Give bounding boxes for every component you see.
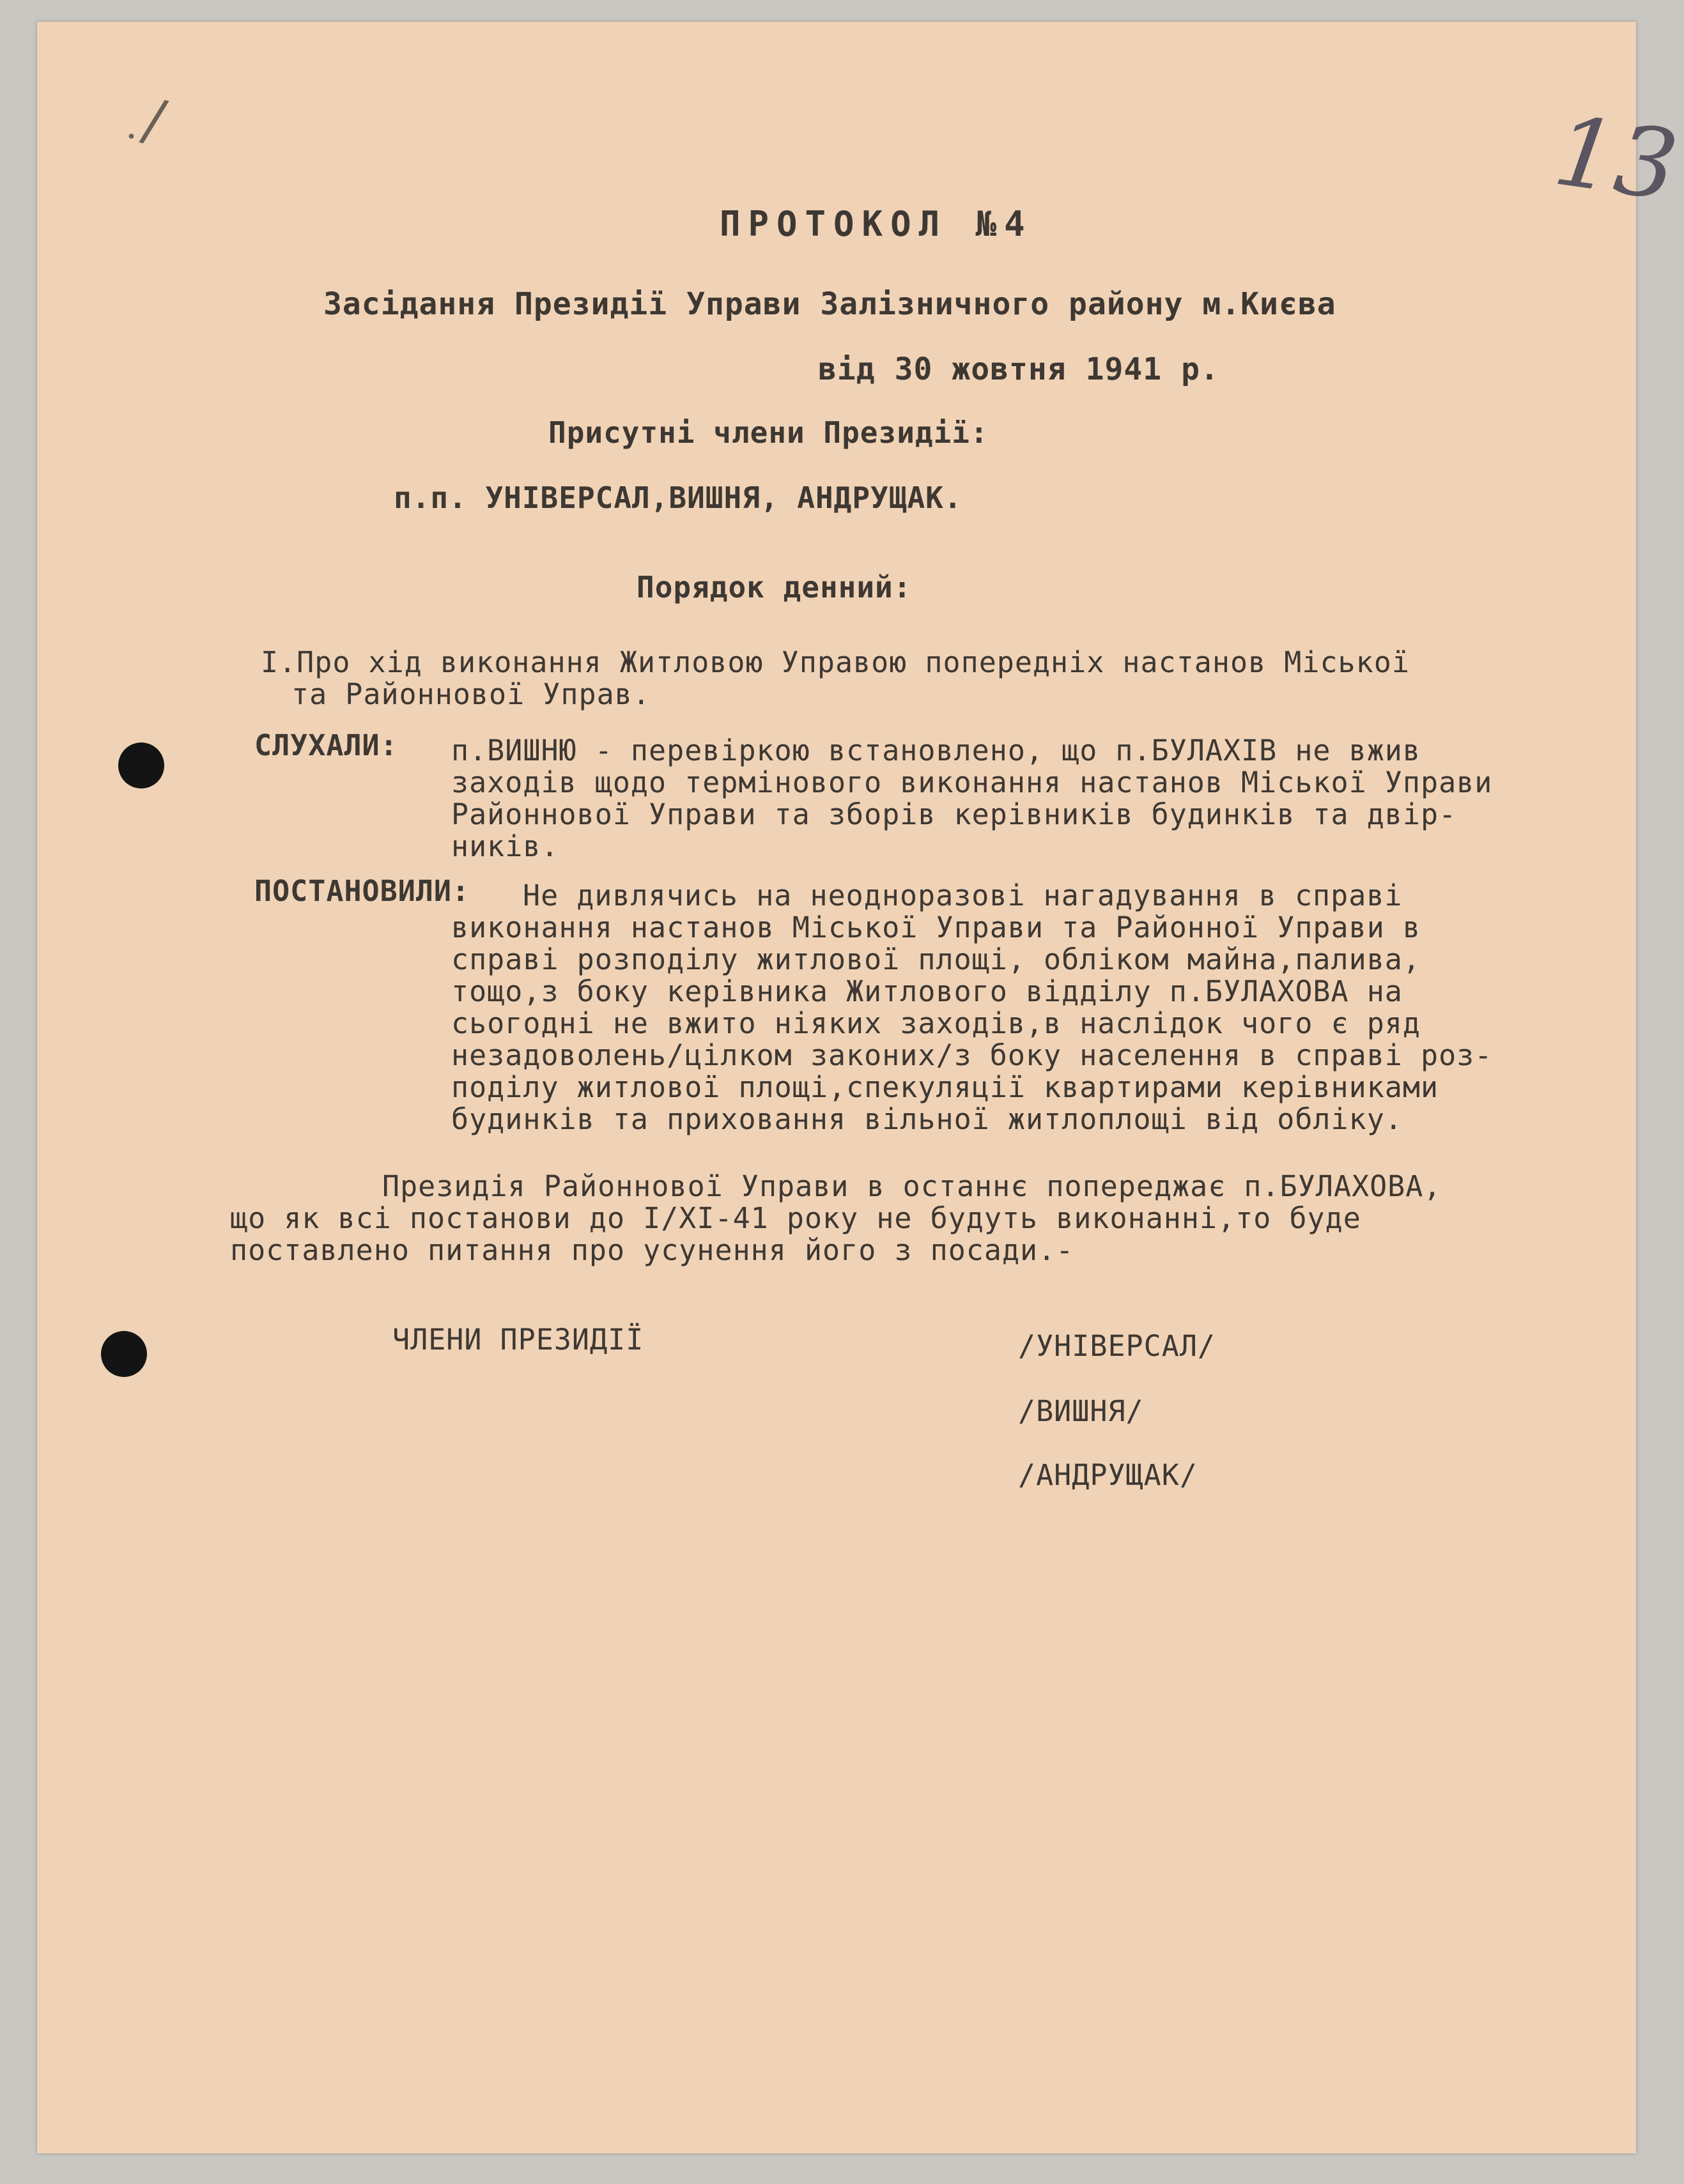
agenda-item-line: I.Про хід виконання Житловою Управою попередніх настанов Міської [261, 645, 1410, 679]
punch-hole-bottom [101, 1331, 147, 1377]
resolved-line: незадоволень/цілком законих/з боку населення в справі роз- [451, 1038, 1493, 1072]
document-subtitle: Засідання Президії Управи Залізничного району м.Києва [323, 286, 1336, 322]
warning-line: Президія Районнової Управи в останнє попереджає п.БУЛАХОВА, [382, 1169, 1442, 1203]
present-members: п.п. УНІВЕРСАЛ,ВИШНЯ, АНДРУЩАК. [394, 481, 962, 515]
punch-hole-top [118, 742, 164, 788]
resolved-line: виконання настанов Міської Управи та Районної Управи в [451, 911, 1421, 944]
resolved-line: сьогодні не вжито ніяких заходів,в наслідок чого є ряд [451, 1006, 1421, 1040]
signature-name: /ВИШНЯ/ [1018, 1394, 1144, 1428]
heard-line: п.ВИШНЮ - перевіркою встановлено, що п.БУЛАХІВ не вжив [451, 734, 1421, 767]
signatures-label: ЧЛЕНИ ПРЕЗИДІЇ [392, 1323, 644, 1357]
heard-line: ників. [451, 829, 559, 863]
resolved-line: справі розподілу житлової площі, обліком майна,палива, [451, 942, 1421, 976]
document-date: від 30 жовтня 1941 р. [818, 351, 1219, 387]
signature-name: /АНДРУЩАК/ [1018, 1458, 1198, 1492]
margin-pencil-mark: · [125, 114, 138, 159]
resolved-line: поділу житлової площі,спекуляції квартирами керівниками [451, 1070, 1439, 1104]
warning-line: поставлено питання про усунення його з посади.- [230, 1233, 1074, 1267]
resolved-line: Не дивлячись на неодноразові нагадування в справі [523, 879, 1403, 912]
heard-label: СЛУХАЛИ: [254, 728, 398, 762]
heard-line: заходів щодо термінового виконання настанов Міської Управи [451, 765, 1493, 799]
signature-name: /УНІВЕРСАЛ/ [1018, 1329, 1216, 1363]
document-title: ПРОТОКОЛ №4 [720, 204, 1033, 244]
agenda-item-line: та Районнової Управ. [291, 677, 651, 711]
resolved-label: ПОСТАНОВИЛИ: [254, 874, 470, 908]
document-page [37, 22, 1684, 2153]
agenda-heading: Порядок денний: [637, 570, 912, 604]
resolved-line: тощо,з боку керівника Житлового відділу п.БУЛАХОВА на [451, 974, 1403, 1008]
margin-pencil-mark: / [136, 85, 172, 156]
warning-line: що як всі постанови до I/XI-41 року не будуть виконанні,то буде [230, 1201, 1361, 1235]
folio-number: 13 [1547, 95, 1684, 223]
resolved-line: будинків та приховання вільної житлоплощі від обліку. [451, 1102, 1403, 1136]
present-heading: Присутні члени Президії: [548, 415, 989, 450]
heard-line: Районнової Управи та зборів керівників будинків та двір- [451, 797, 1457, 831]
